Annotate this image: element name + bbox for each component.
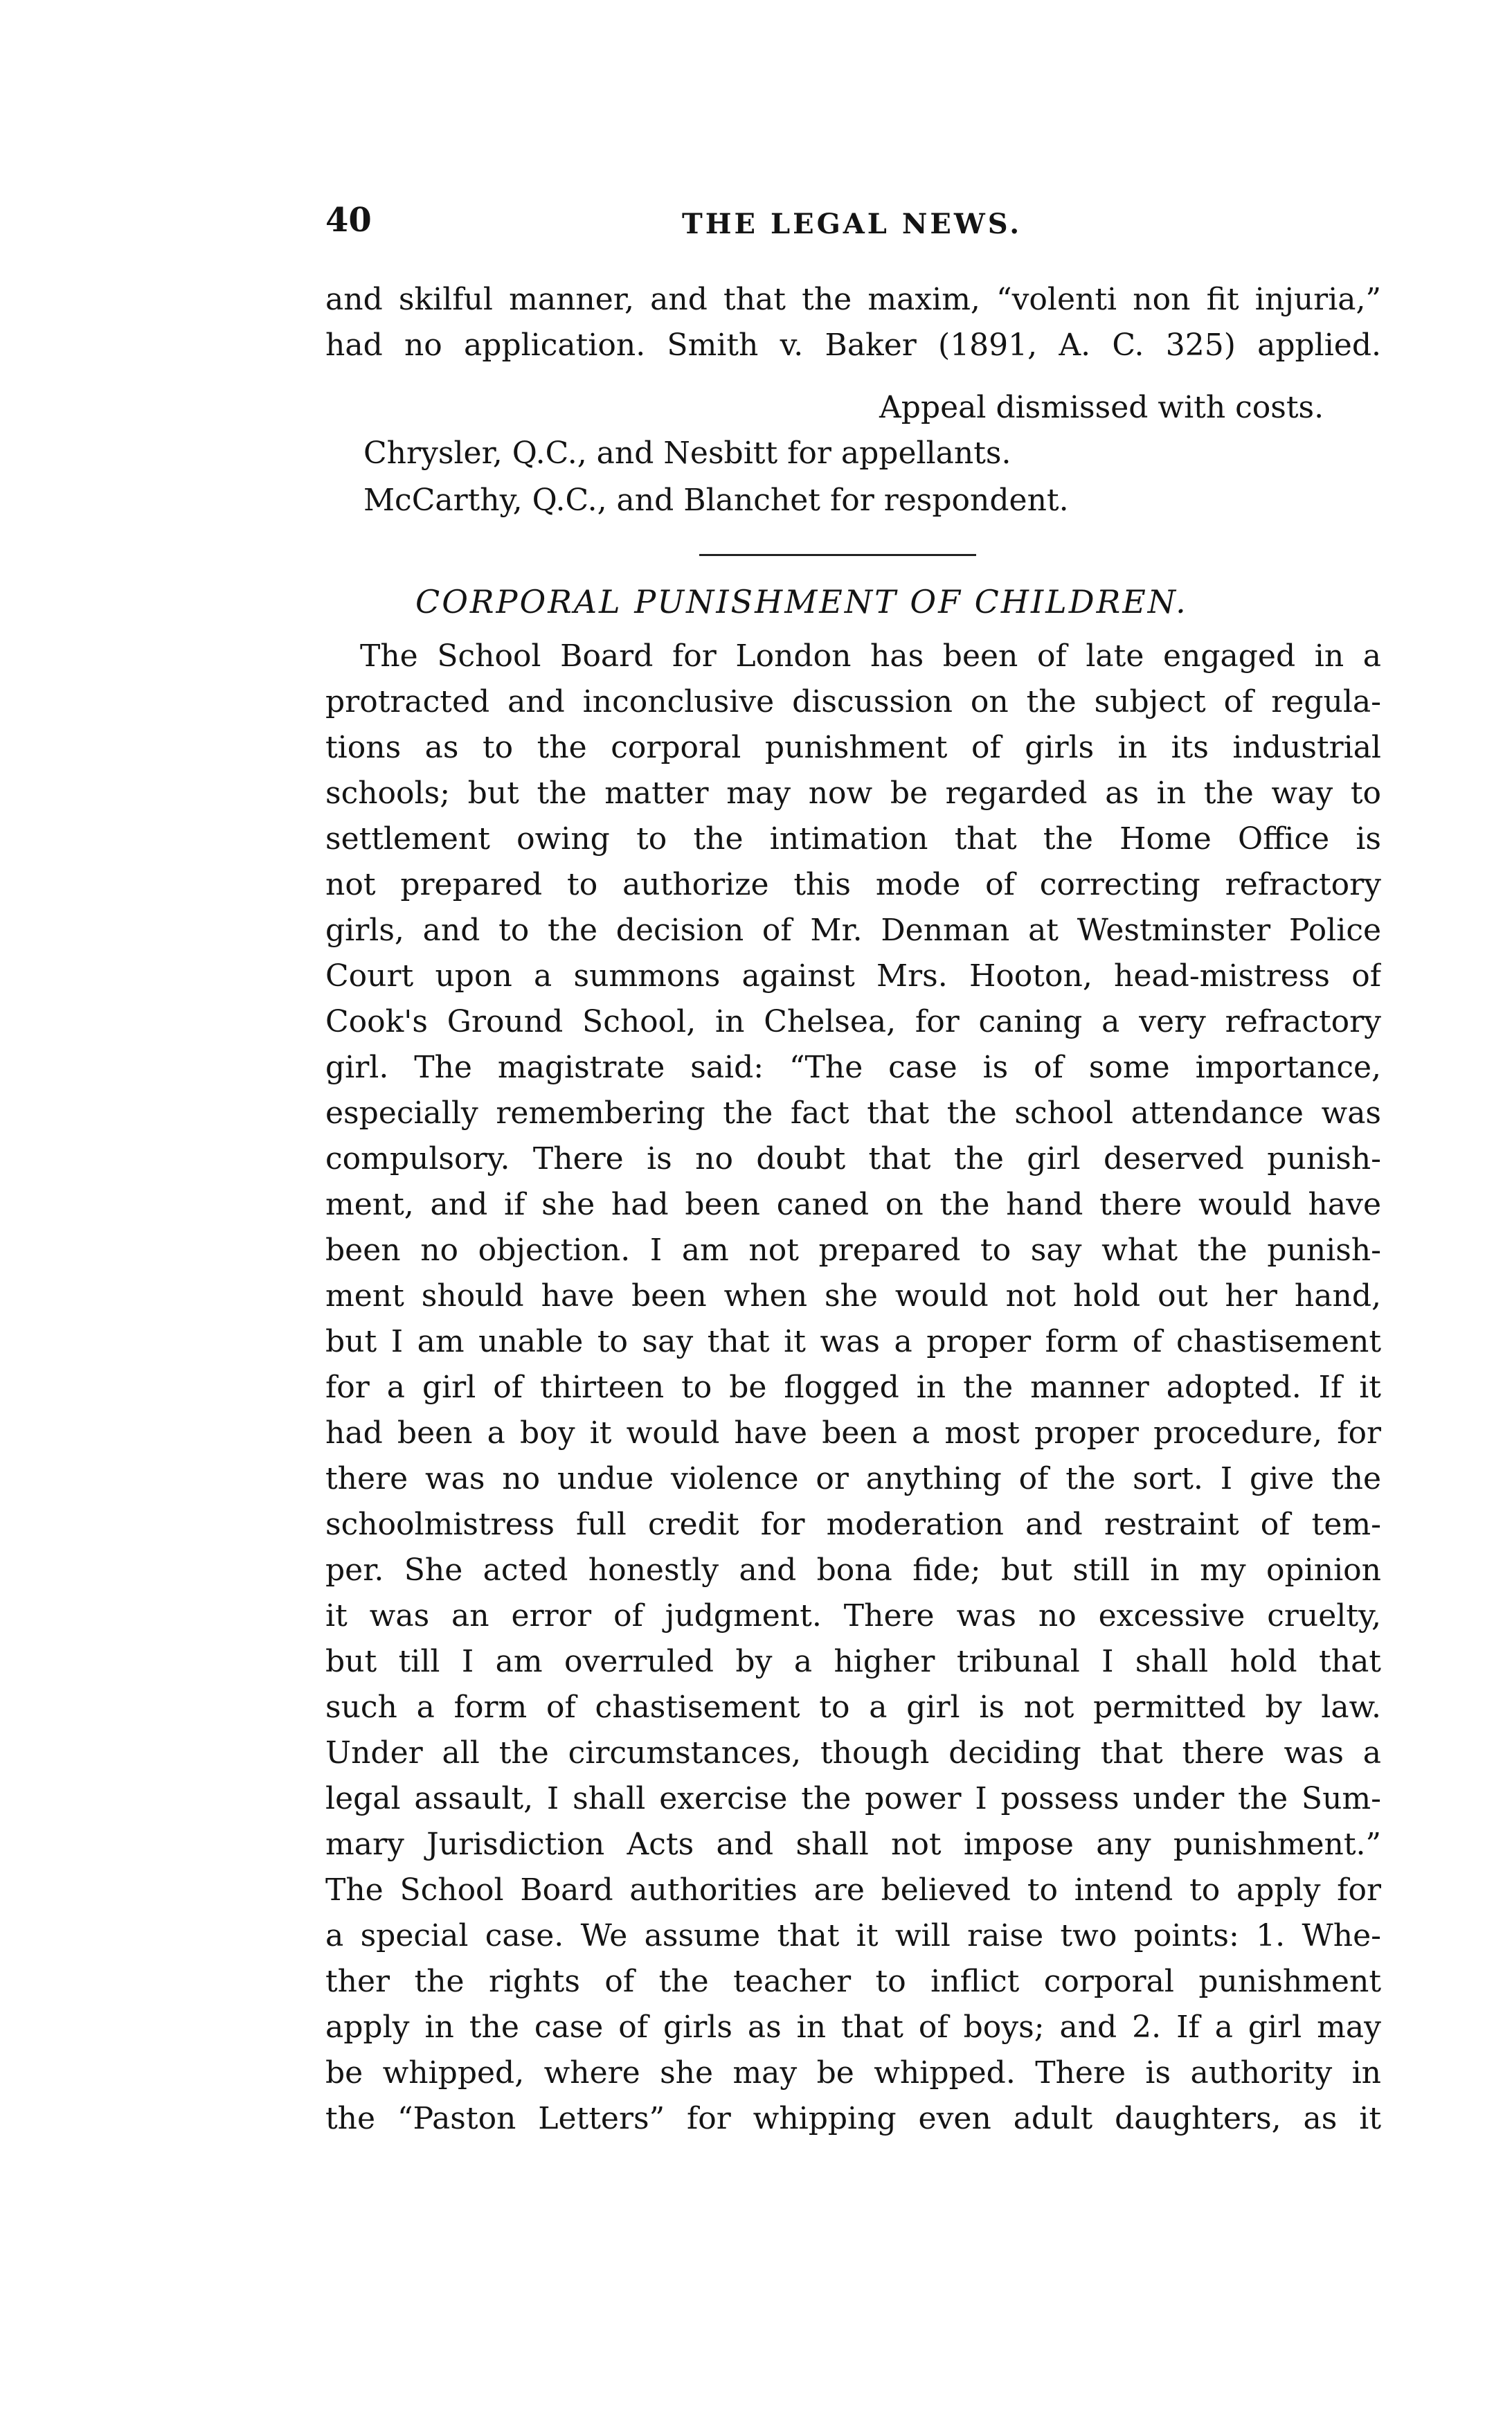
text-line: protracted and inconclusive discussion on the subject of regula-	[325, 684, 1381, 719]
text-line: but till I am overruled by a higher tribunal I shall hold that	[325, 1644, 1381, 1679]
text-line: there was no undue violence or anything of the sort. I give the	[325, 1461, 1381, 1496]
text-line: schools; but the matter may now be regarded as in the way to	[325, 776, 1381, 811]
text-line: especially remembering the fact that the school attendance was	[325, 1095, 1381, 1131]
text-line: had been a boy it would have been a most proper procedure, for	[325, 1415, 1381, 1451]
text-line: the “Paston Letters” for whipping even adult daughters, as it	[325, 2101, 1381, 2136]
text-line: not prepared to authorize this mode of correcting refractory	[325, 867, 1381, 902]
text-line: be whipped, where she may be whipped. There is authority in	[325, 2055, 1381, 2091]
text-line: tions as to the corporal punishment of girls in its industrial	[325, 730, 1381, 765]
text-line: it was an error of judgment. There was no excessive cruelty,	[325, 1598, 1381, 1634]
text-line: Cook's Ground School, in Chelsea, for caning a very refractory	[325, 1004, 1381, 1039]
text-line: ment, and if she had been caned on the hand there would have	[325, 1187, 1381, 1222]
counsel-respondent: McCarthy, Q.C., and Blanchet for respondent.	[363, 483, 1069, 518]
text-line: ther the rights of the teacher to inflict corporal punishment	[325, 1964, 1381, 1999]
page-header	[325, 201, 1378, 256]
article-body	[325, 634, 1381, 2142]
text-line: such a form of chastisement to a girl is not permitted by law.	[325, 1690, 1381, 1725]
text-line: mary Jurisdiction Acts and shall not impose any punishment.”	[325, 1827, 1381, 1862]
text-line: The School Board for London has been of late engaged in a	[360, 638, 1381, 674]
text-line: and skilful manner, and that the maxim, “volenti non fit injuria,”	[325, 282, 1381, 317]
disposition: Appeal dismissed with costs.	[879, 390, 1324, 425]
text-line: apply in the case of girls as in that of boys; and 2. If a girl may	[325, 2010, 1381, 2045]
text-line: been no objection. I am not prepared to say what the punish-	[325, 1233, 1381, 1268]
article-title: CORPORAL PUNISHMENT OF CHILDREN.	[415, 583, 1188, 620]
page-number: 40	[325, 201, 372, 240]
case-conclusion	[325, 277, 1381, 368]
text-line: per. She acted honestly and bona fide; but still in my opinion	[325, 1552, 1381, 1588]
text-line: a special case. We assume that it will raise two points: 1. Whe-	[325, 1918, 1381, 1953]
section-divider	[699, 554, 976, 556]
counsel-appellants: Chrysler, Q.C., and Nesbitt for appellants.	[363, 436, 1011, 471]
text-line: settlement owing to the intimation that the Home Office is	[325, 821, 1381, 857]
text-line: but I am unable to say that it was a proper form of chastisement	[325, 1324, 1381, 1359]
text-line: girl. The magistrate said: “The case is of some importance,	[325, 1050, 1381, 1085]
text-line: had no application. Smith v. Baker (1891, A. C. 325) applied.	[325, 328, 1381, 363]
text-line: legal assault, I shall exercise the power I possess under the Sum-	[325, 1781, 1381, 1816]
text-line: The School Board authorities are believed to intend to apply for	[325, 1872, 1381, 1908]
text-line: for a girl of thirteen to be flogged in the manner adopted. If it	[325, 1370, 1381, 1405]
running-head: THE LEGAL NEWS.	[682, 208, 1023, 240]
text-line: ment should have been when she would not hold out her hand,	[325, 1278, 1381, 1314]
text-line: compulsory. There is no doubt that the girl deserved punish-	[325, 1141, 1381, 1176]
text-line: schoolmistress full credit for moderation and restraint of tem-	[325, 1507, 1381, 1542]
text-line: girls, and to the decision of Mr. Denman at Westminster Police	[325, 913, 1381, 948]
text-line: Under all the circumstances, though deciding that there was a	[325, 1735, 1381, 1771]
text-line: Court upon a summons against Mrs. Hooton, head-mistress of	[325, 958, 1381, 994]
